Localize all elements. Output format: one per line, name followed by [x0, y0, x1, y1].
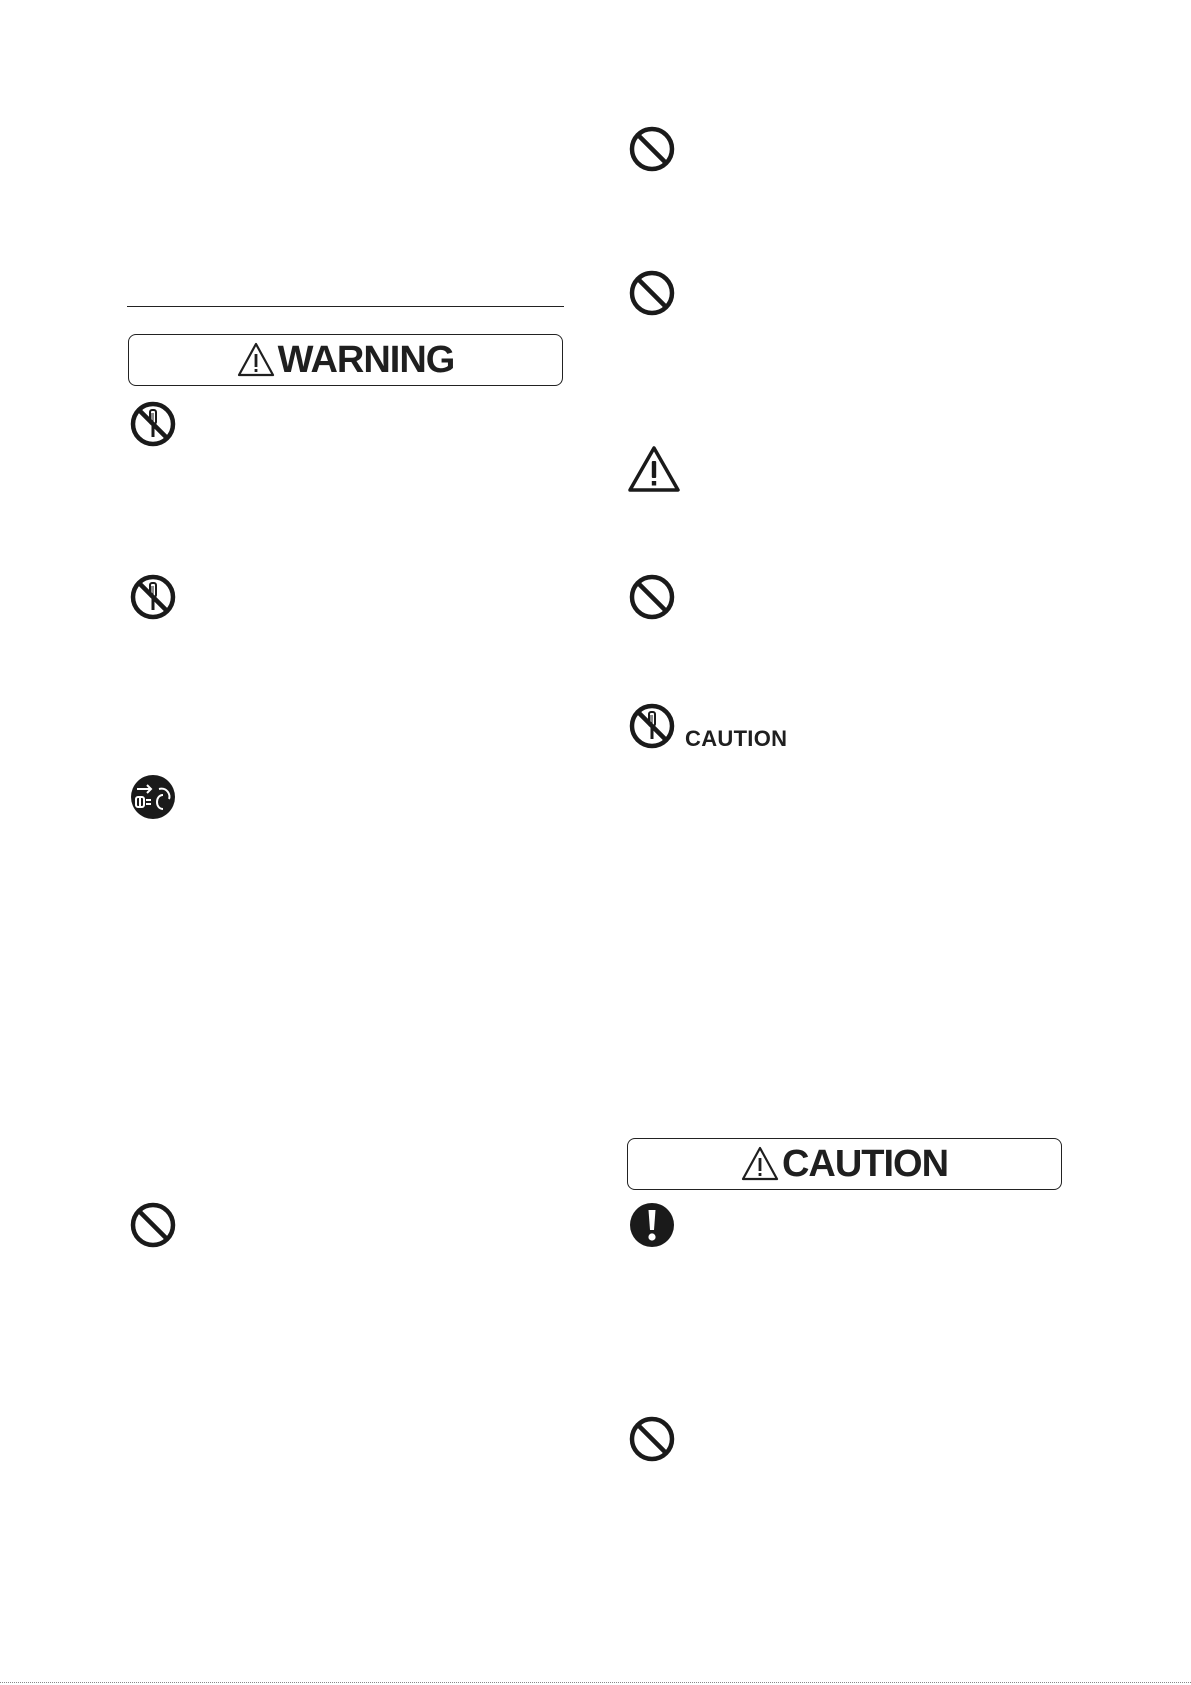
prohibited-icon [628, 269, 676, 317]
warning-banner [128, 334, 563, 386]
warning-triangle-icon [627, 444, 681, 494]
no-disassembly-icon [628, 702, 676, 750]
prohibited-icon [628, 1415, 676, 1463]
unplug-icon [129, 773, 177, 821]
prohibited-icon [628, 573, 676, 621]
no-disassembly-icon [129, 400, 177, 448]
caution-label: CAUTION [685, 726, 788, 751]
page-bottom-edge [0, 1682, 1191, 1683]
caution-banner [627, 1138, 1062, 1190]
prohibited-icon [628, 125, 676, 173]
caution-banner-label: CAUTION [781, 1143, 949, 1185]
mandatory-action-icon [628, 1201, 676, 1249]
no-disassembly-icon [129, 573, 177, 621]
prohibited-icon [129, 1201, 177, 1249]
section-divider [127, 306, 564, 307]
warning-triangle-icon [237, 342, 275, 378]
warning-banner-label: WARNING [277, 339, 455, 381]
warning-triangle-icon [741, 1146, 779, 1182]
